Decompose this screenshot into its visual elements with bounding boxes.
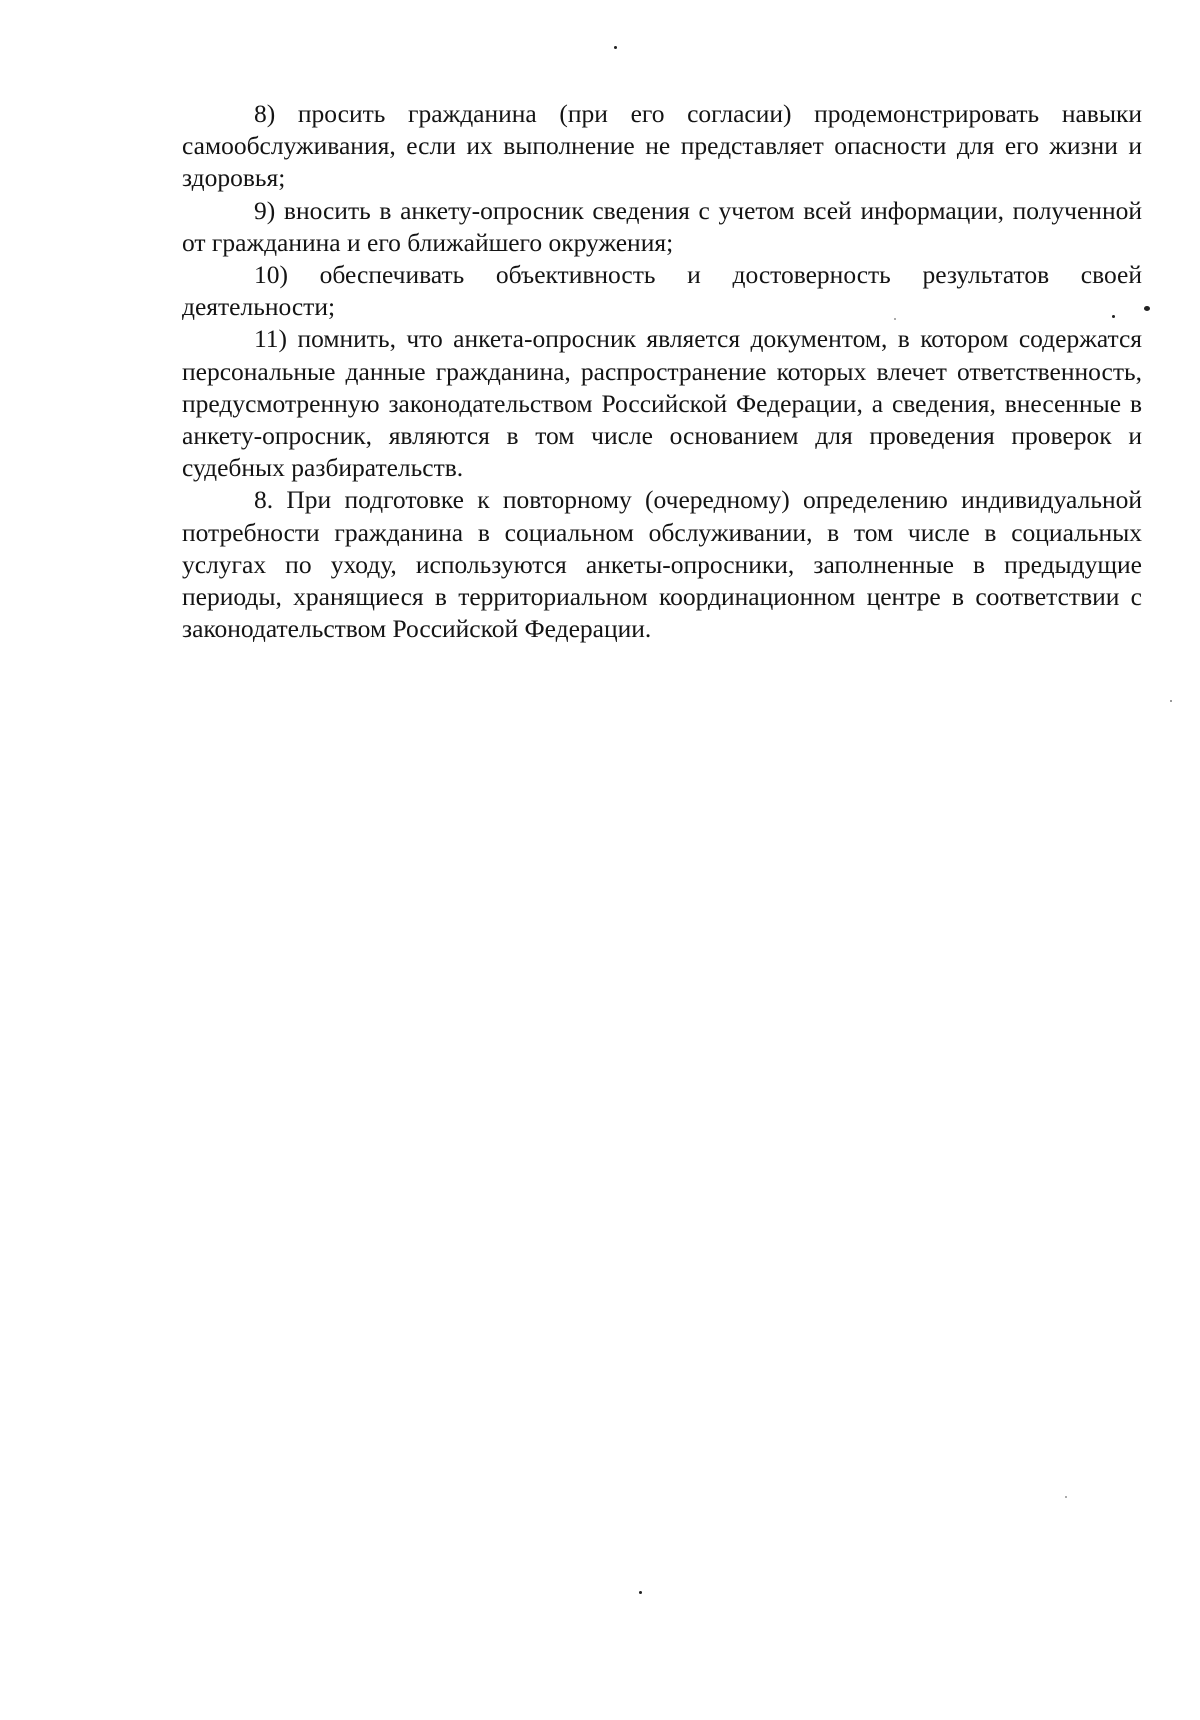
paragraph-item-8: 8) просить гражданина (при его согласии) продемонстрировать навыки самообслуживания, если их выполнение не представляет опасности для его жизни и здоровья; [182, 99, 1142, 193]
paragraph-item-11: 11) помнить, что анкета-опросник является документом, в котором содержатся персональные данные гражданина, распространение которых влечет ответственность, предусмотренную законодательством Российской Федерации, а сведения, внесенные в анкету-опросник, являются в том числе основанием для проведения проверок и судебных разбирательств. [182, 324, 1142, 483]
scan-speck [1170, 700, 1172, 702]
paragraph-section-8: 8. При подготовке к повторному (очередному) определению индивидуальной потребности гражданина в социальном обслуживании, в том числе в социальных услугах по уходу, используются анкеты-опросники, заполненные в предыдущие периоды, хранящиеся в территориальном координационном центре в соответствии с законодательством Российской Федерации. [182, 485, 1142, 644]
scan-speck [894, 318, 896, 320]
scan-speck [1144, 306, 1150, 311]
document-body [182, 98, 1142, 645]
scan-speck [1112, 315, 1115, 318]
paragraph-item-9: 9) вносить в анкету-опросник сведения с учетом всей информации, полученной от гражданина и его ближайшего окружения; [182, 195, 1142, 257]
paragraph-item-10: 10) обеспечивать объективность и достоверность результатов своей деятельности; [182, 260, 1142, 322]
scan-speck [639, 1591, 642, 1594]
scan-speck [614, 46, 617, 49]
scan-speck [1065, 1496, 1067, 1498]
